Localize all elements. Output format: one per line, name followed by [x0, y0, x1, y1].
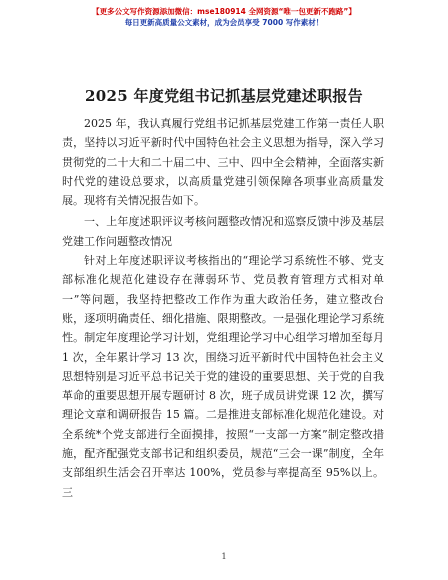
section-1-paragraph: 针对上年度述职评议考核指出的“理论学习系统性不够、党支部标准化规范化建设存在薄弱环节、党员教育管理方式相对单一”等问题，我坚持把整改工作作为重大政治任务，建立整改台账，逐项明确责任、细化措施、限期整改。一是强化理论学习系统性。制定年度理论学习计划，党组理论学习中心组学习增加至每月 1 次，全年累计学习 13 次，围绕习近平新时代中国特色社会主义思想特别是习近平总书记关于党的建设的重要思想、关于党的自我革命的重要思想开展专题研讨 8 次，班子成员讲党课 12 次，撰写理论文章和调研报告 15 篇。二是推进支部标准化规范化建设。对全系统*个党支部进行全面摸排，按照“一支部一方案”制定整改措施，配齐配强党支部书记和组织委员，规范“三会一课”制度，全年支部组织生活会召开率达 100%，党员参与率提高至 95%以上。三: [62, 254, 384, 499]
promo-banner: [0, 6, 448, 28]
promo-banner-line-1: 【更多公文写作资源添加微信：mse180914 全网资源“唯一包更新不跑路”】: [92, 7, 356, 16]
document-title: 2025 年度党组书记抓基层党建述职报告: [85, 87, 363, 105]
section-heading-1: 一、上年度述职评议考核问题整改情况和巡察反馈中涉及基层党建工作问题整改情况: [62, 215, 384, 248]
promo-banner-line-2: 每日更新高质量公文素材，成为会员享受 7000 写作素材！: [124, 18, 324, 27]
intro-paragraph: 2025 年，我认真履行党组书记抓基层党建工作第一责任人职责，坚持以习近平新时代中国特色社会主义思想为指导，深入学习贯彻党的二十大和二十届二中、三中、四中全会精神，全面落实新时代党的建设总要求，以高质量党建引领保障各项事业高质量发展。现将有关情况报告如下。: [62, 117, 384, 208]
page-number: 1: [221, 552, 227, 561]
document-body: [62, 114, 384, 502]
